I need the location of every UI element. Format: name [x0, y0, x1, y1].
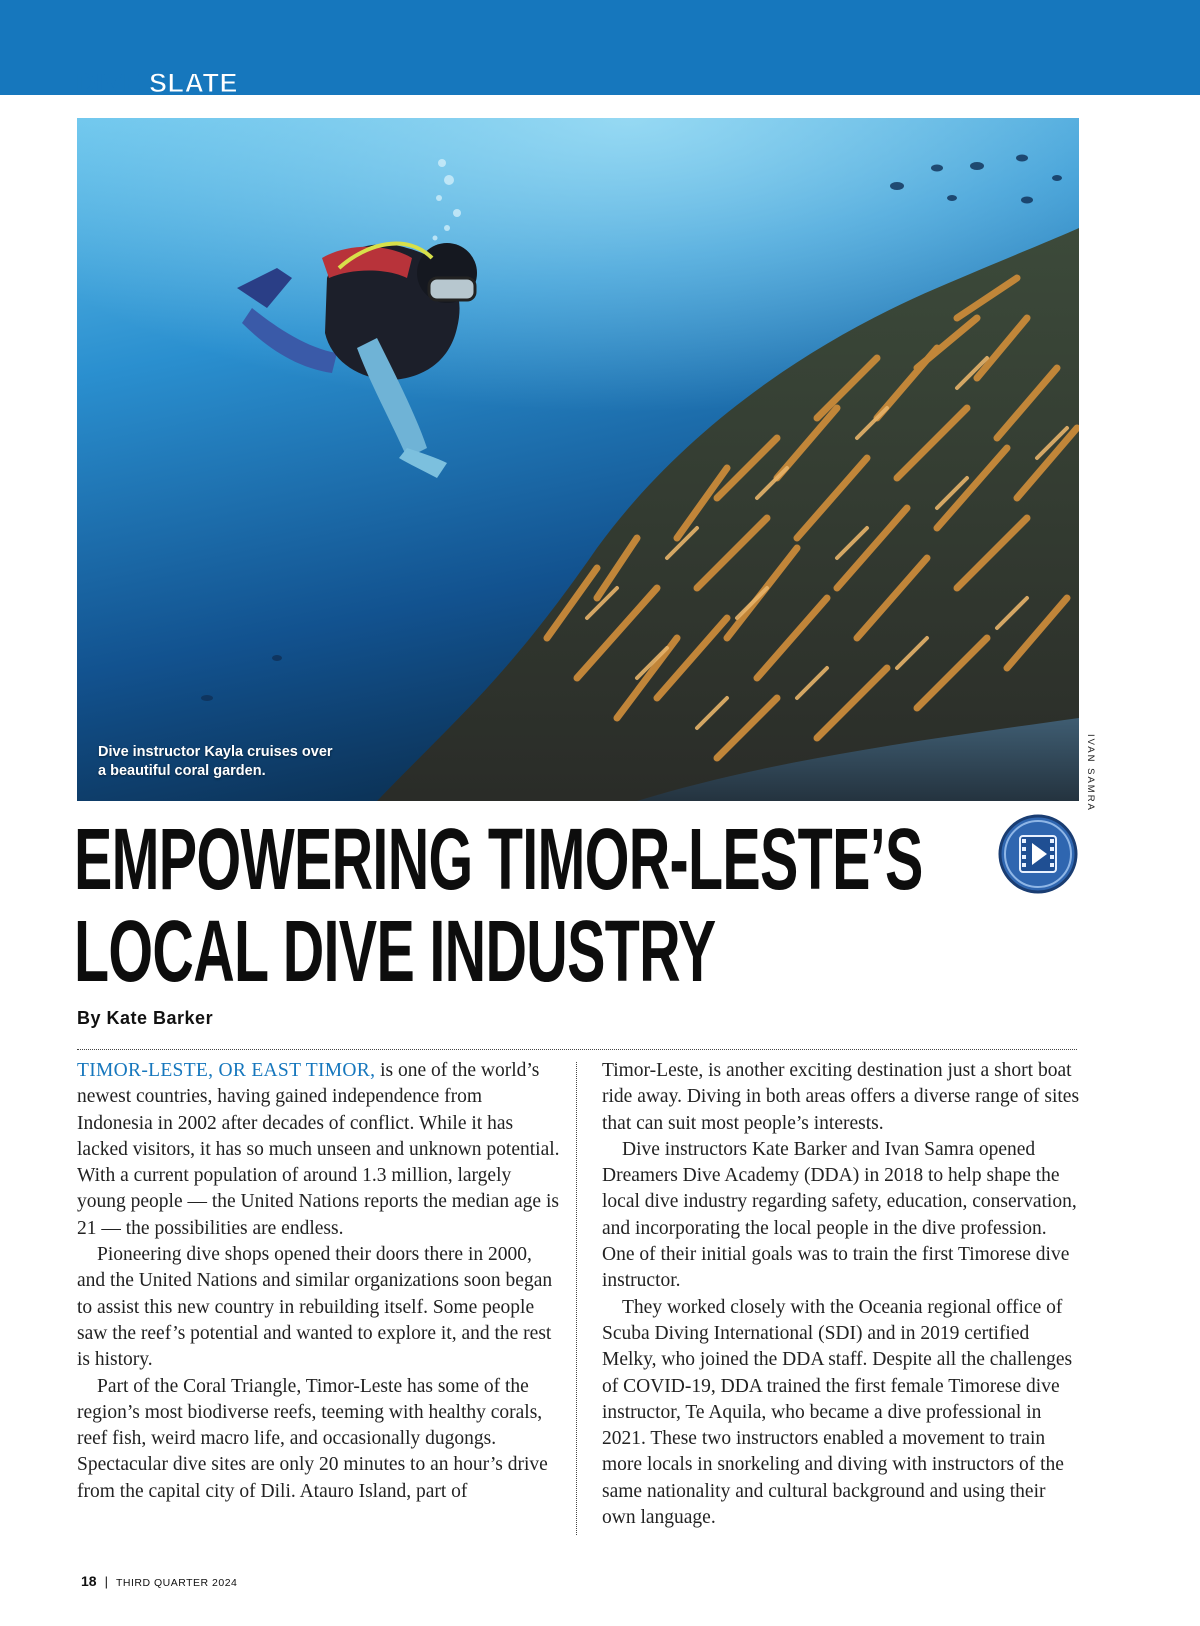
page-footer: [81, 1573, 237, 1589]
headline-line-1: EMPOWERING TIMOR-LESTE’S: [74, 811, 923, 908]
page-number: 18: [81, 1573, 97, 1589]
section-label-word2: SLATE: [149, 68, 239, 98]
issue-label: THIRD QUARTER 2024: [115, 1577, 238, 1589]
lead-in: TIMOR-LESTE, OR EAST TIMOR,: [77, 1060, 376, 1081]
article-column-1: [77, 1058, 562, 1505]
hero-photo: [77, 118, 1079, 801]
byline-divider: [77, 1049, 1077, 1050]
footer-separator: |: [104, 1574, 108, 1589]
section-label-word1: DIVE: [76, 68, 142, 98]
photo-credit-text: IVAN SAMRA: [1085, 734, 1096, 812]
photo-caption: Dive instructor Kayla cruises over a beautiful coral garden.: [98, 744, 333, 779]
paragraph-5: Dive instructors Kate Barker and Ivan Samra opened Dreamers Dive Academy (DDA) in 2018 to help shape the local dive industry regarding safety, education, conservation, and incorporating the local people in the dive profession. One of their initial goals was to train the first Timorese dive instructor.: [602, 1138, 1077, 1292]
photo-credit: [1082, 734, 1102, 812]
paragraph-4: Timor-Leste, is another exciting destination just a short boat ride away. Diving in both areas offers a diverse range of sites that can suit most people’s interests.: [602, 1060, 1080, 1134]
headline-line-2: LOCAL DIVE INDUSTRY: [74, 903, 716, 1000]
headline: [74, 811, 923, 1000]
section-label: [76, 70, 238, 97]
video-play-icon: [998, 814, 1078, 894]
column-divider: [576, 1062, 577, 1535]
paragraph-6: They worked closely with the Oceania regional office of Scuba Diving International (SDI) and in 2019 certified Melky, who joined the DDA staff. Despite all the challenges of COVID-19, DDA trained the first female Timorese dive instructor, Te Aquila, who became a dive professional in 2021. These two instructors enabled a movement to train more locals in snorkeling and diving with instructors of the same nationality and cultural background and using their own language.: [602, 1296, 1073, 1529]
paragraph-1-text: is one of the world’s newest countries, having gained independence from Indonesia in 2002 after decades of conflict. While it has lacked visitors, it has so much unseen and unknown potential. With a current population of around 1.3 million, largely young people — the United Nations reports the median age is 21 — the possibilities are endless.: [77, 1060, 560, 1239]
paragraph-2: Pioneering dive shops opened their doors there in 2000, and the United Nations and similar organizations soon began to assist this new country in rebuilding itself. Some people saw the reef’s potential and wanted to explore it, and the rest is history.: [77, 1244, 553, 1371]
paragraph-3: Part of the Coral Triangle, Timor-Leste has some of the region’s most biodiverse reefs, teeming with healthy corals, reef fish, weird macro life, and occasionally dugongs. Spectacular dive sites are only 20 minutes to an hour’s drive from the capital city of Dili. Atauro Island, part of: [77, 1375, 548, 1502]
paragraph-1: [77, 1058, 562, 1242]
byline: By Kate Barker: [77, 1008, 214, 1028]
video-play-button[interactable]: [998, 814, 1078, 894]
diver-coral-illustration: [77, 118, 1079, 801]
article-column-2: [602, 1058, 1080, 1531]
